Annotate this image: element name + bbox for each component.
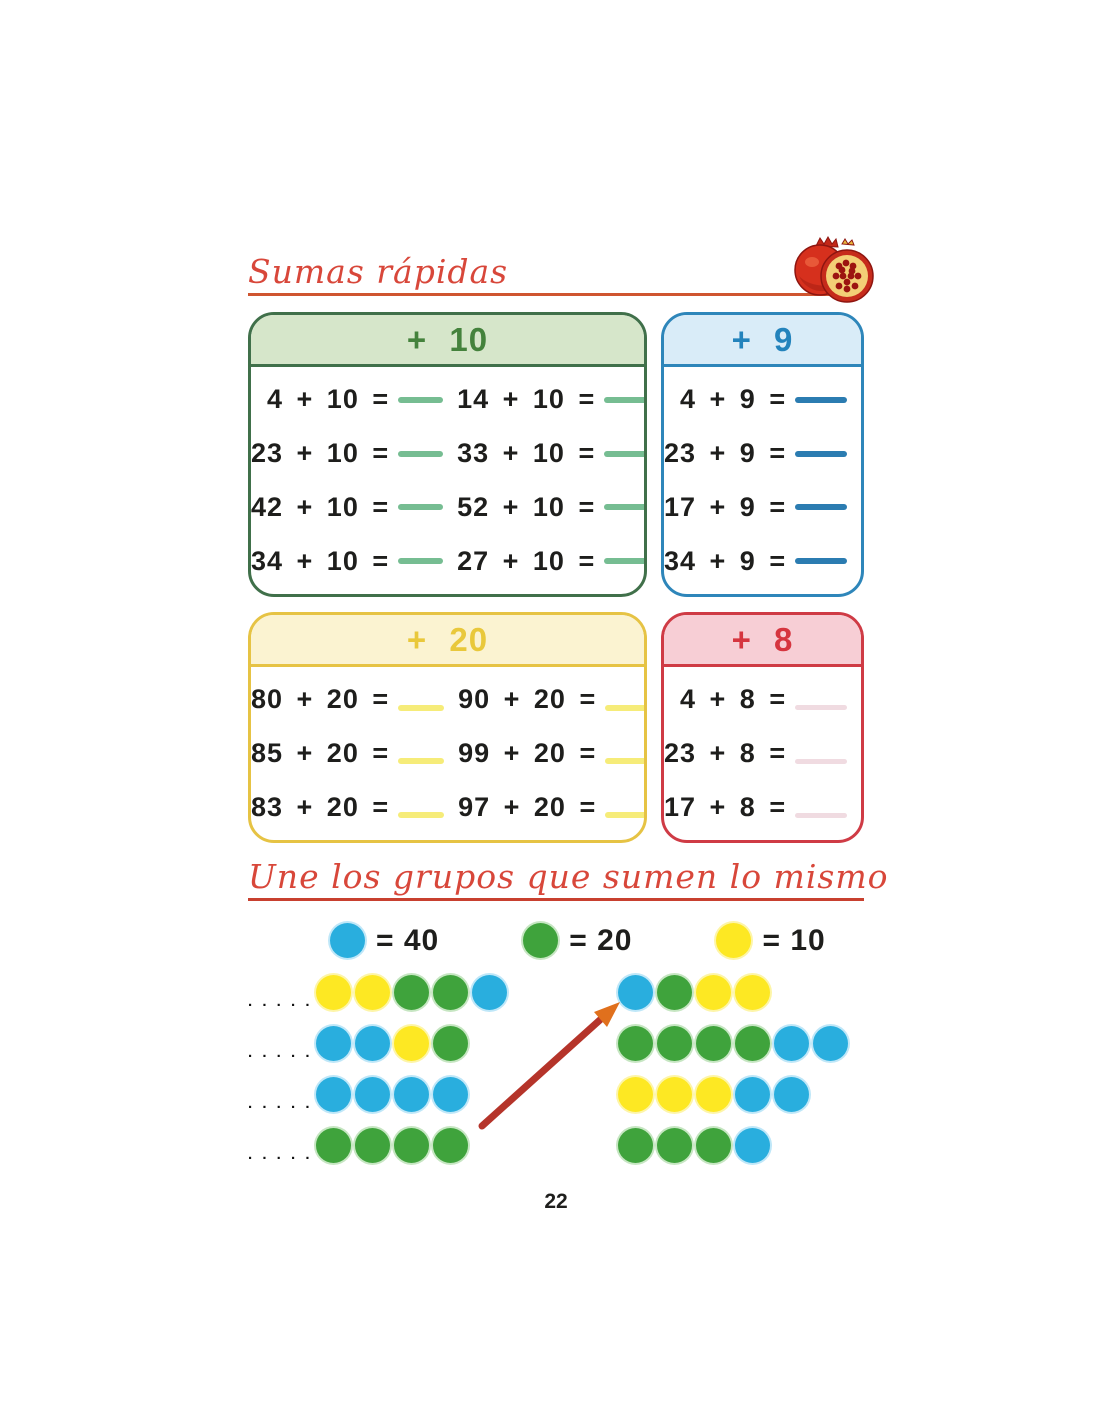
counter-dot	[618, 1077, 653, 1112]
counter-dot	[394, 975, 429, 1010]
counter-dot	[355, 1077, 390, 1112]
counter-dot	[316, 1026, 351, 1061]
answer-blank[interactable]	[398, 705, 444, 711]
equation-text: 23 + 8 =	[664, 737, 787, 768]
counter-dot	[433, 975, 468, 1010]
sum-box-plus-9-header: + 9	[664, 315, 861, 367]
equation-text: 4 + 10 =	[267, 384, 390, 415]
section2-title-row	[248, 857, 889, 901]
counter-dot	[394, 1026, 429, 1061]
answer-blank[interactable]	[605, 758, 647, 764]
equation	[251, 492, 457, 523]
answer-blank[interactable]	[795, 705, 847, 710]
answer-blank[interactable]	[604, 451, 647, 457]
dot-value-legend	[330, 923, 864, 958]
dot-group-right-1[interactable]	[618, 972, 864, 1012]
counter-dot	[618, 1026, 653, 1061]
counter-dot	[735, 1026, 770, 1061]
counter-dot	[696, 1128, 731, 1163]
answer-blank[interactable]	[795, 504, 847, 510]
equation-text: 33 + 10 =	[457, 438, 596, 469]
counter-dot	[433, 1026, 468, 1061]
equation	[457, 384, 647, 415]
equation	[664, 384, 861, 415]
counter-dot	[316, 1128, 351, 1163]
counter-dot	[813, 1026, 848, 1061]
equation	[458, 684, 647, 715]
dot-group-left-4[interactable]	[248, 1125, 588, 1165]
page-number: 22	[544, 1190, 568, 1213]
legend-dot	[330, 923, 365, 958]
answer-leader[interactable]: . . . . .	[248, 1146, 313, 1163]
equation	[457, 492, 647, 523]
equation	[251, 546, 457, 577]
equation-text: 83 + 20 =	[251, 791, 390, 822]
equation	[457, 546, 647, 577]
equation	[251, 792, 458, 823]
counter-dot	[355, 975, 390, 1010]
answer-blank[interactable]	[795, 397, 847, 403]
equation	[251, 438, 457, 469]
equation	[458, 792, 647, 823]
counter-dot	[735, 1128, 770, 1163]
dot-group-right-3[interactable]	[618, 1074, 864, 1114]
counter-dot	[355, 1128, 390, 1163]
counter-dot	[394, 1128, 429, 1163]
counter-dot	[472, 975, 507, 1010]
counter-dot	[657, 1026, 692, 1061]
counter-dot	[355, 1026, 390, 1061]
dot-group-right-4[interactable]	[618, 1125, 864, 1165]
equation-text: 14 + 10 =	[457, 384, 596, 415]
counter-dot	[394, 1077, 429, 1112]
equation	[664, 492, 861, 523]
counter-dot	[433, 1128, 468, 1163]
counter-dot	[774, 1026, 809, 1061]
section1-underline	[248, 293, 864, 296]
legend-label: = 40	[376, 923, 440, 957]
counter-dot	[735, 1077, 770, 1112]
sum-box-plus-10	[248, 312, 647, 597]
equation-text: 23 + 9 =	[664, 438, 787, 469]
legend-label: = 20	[569, 923, 633, 957]
answer-blank[interactable]	[398, 758, 444, 764]
dot-group-left-1[interactable]	[248, 972, 588, 1012]
equation-text: 85 + 20 =	[251, 737, 390, 768]
answer-blank[interactable]	[795, 451, 847, 457]
legend-item-yellow	[716, 923, 825, 958]
answer-blank[interactable]	[398, 397, 443, 403]
sum-box-plus-8	[661, 612, 864, 843]
equation	[251, 738, 458, 769]
equation	[251, 384, 457, 415]
section2-title: Une los grupos que sumen lo mismo	[248, 857, 889, 896]
equation	[664, 738, 861, 769]
pomegranate-icon	[790, 236, 874, 313]
answer-blank[interactable]	[398, 558, 443, 564]
answer-blank[interactable]	[605, 812, 647, 818]
counter-dot	[735, 975, 770, 1010]
equation-text: 4 + 9 =	[680, 384, 787, 415]
dot-group-left-3[interactable]	[248, 1074, 588, 1114]
equation	[458, 738, 647, 769]
sum-box-plus-9	[661, 312, 864, 597]
counter-dot	[433, 1077, 468, 1112]
answer-blank[interactable]	[604, 397, 647, 403]
counter-dot	[316, 975, 351, 1010]
counter-dot	[696, 1026, 731, 1061]
equation	[664, 546, 861, 577]
equation-text: 99 + 20 =	[458, 737, 597, 768]
answer-leader[interactable]: . . . . .	[248, 993, 313, 1010]
legend-dot	[716, 923, 751, 958]
answer-blank[interactable]	[398, 451, 443, 457]
answer-blank[interactable]	[795, 813, 847, 818]
answer-blank[interactable]	[605, 705, 647, 711]
equation-text: 52 + 10 =	[457, 491, 596, 522]
equation	[664, 792, 861, 823]
answer-blank[interactable]	[398, 812, 444, 818]
equation-text: 4 + 8 =	[680, 684, 787, 715]
equation-text: 17 + 8 =	[664, 791, 787, 822]
counter-dot	[696, 1077, 731, 1112]
sum-box-plus-10-header: + 10	[251, 315, 644, 367]
answer-blank[interactable]	[604, 558, 647, 564]
equation-text: 23 + 10 =	[251, 438, 390, 469]
counter-dot	[657, 1077, 692, 1112]
equation-text: 17 + 9 =	[664, 491, 787, 522]
section1-title: Sumas rápidas	[248, 252, 509, 291]
section1-title-row	[248, 252, 864, 296]
equation	[251, 684, 458, 715]
equation	[457, 438, 647, 469]
answer-blank[interactable]	[795, 759, 847, 764]
equation-text: 97 + 20 =	[458, 791, 597, 822]
counter-dot	[657, 975, 692, 1010]
sum-box-plus-20	[248, 612, 647, 843]
equation	[664, 438, 861, 469]
answer-blank[interactable]	[604, 504, 647, 510]
counter-dot	[316, 1077, 351, 1112]
sum-box-plus-8-header: + 8	[664, 615, 861, 667]
dot-group-left-2[interactable]	[248, 1023, 588, 1063]
equation-text: 34 + 9 =	[664, 545, 787, 576]
counter-dot	[657, 1128, 692, 1163]
legend-item-blue	[330, 923, 439, 958]
answer-blank[interactable]	[795, 558, 847, 564]
section2-underline	[248, 898, 864, 901]
counter-dot	[618, 975, 653, 1010]
equation-text: 34 + 10 =	[251, 545, 390, 576]
dot-group-right-2[interactable]	[618, 1023, 864, 1063]
sum-box-plus-20-header: + 20	[251, 615, 644, 667]
matching-area	[248, 972, 864, 1180]
equation-text: 90 + 20 =	[458, 684, 597, 715]
answer-leader[interactable]: . . . . .	[248, 1095, 313, 1112]
equation-text: 27 + 10 =	[457, 545, 596, 576]
equation-text: 80 + 20 =	[251, 684, 390, 715]
counter-dot	[774, 1077, 809, 1112]
counter-dot	[618, 1128, 653, 1163]
answer-blank[interactable]	[398, 504, 443, 510]
legend-label: = 10	[762, 923, 826, 957]
equation-text: 42 + 10 =	[251, 491, 390, 522]
counter-dot	[696, 975, 731, 1010]
equation	[664, 684, 861, 715]
legend-item-green	[523, 923, 632, 958]
answer-leader[interactable]: . . . . .	[248, 1044, 313, 1061]
legend-dot	[523, 923, 558, 958]
